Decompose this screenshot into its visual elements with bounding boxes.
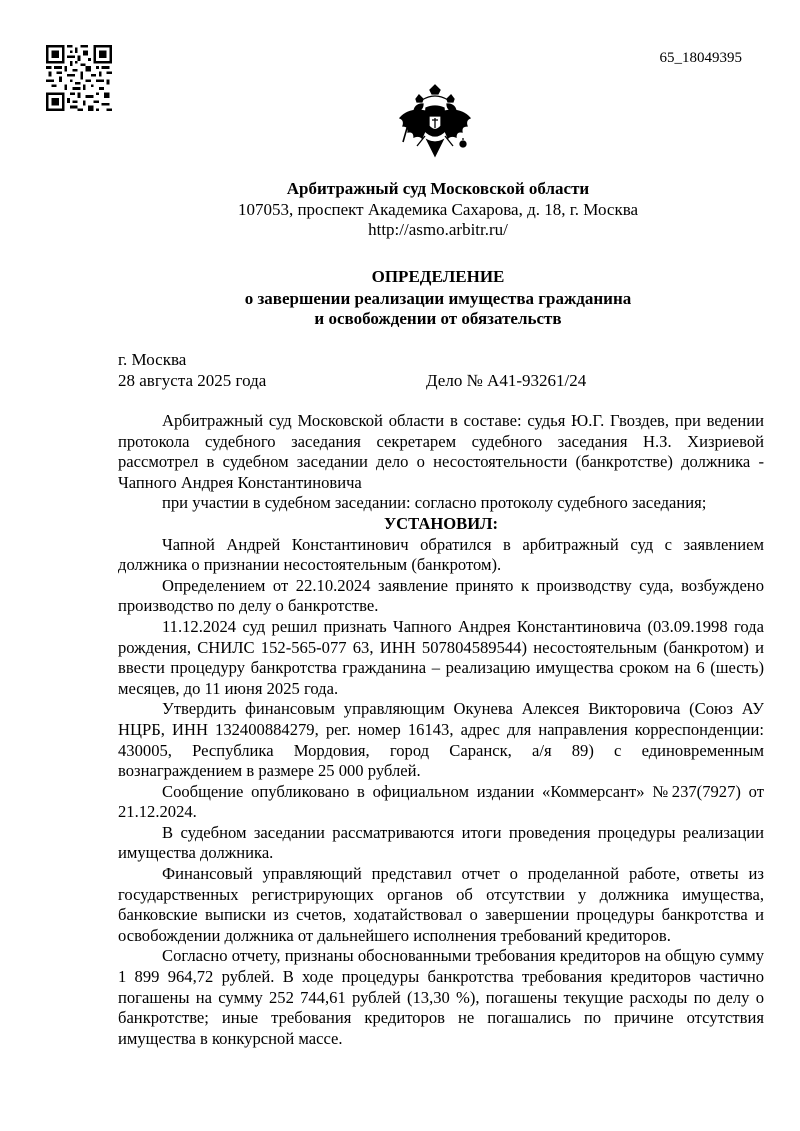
document-number: 65_18049395 — [659, 50, 742, 66]
paragraph-bankruptcy-decision: 11.12.2024 суд решил признать Чапного Андрея Константиновича (03.09.1998 года рождения, СНИЛС 152-565-077 63, ИНН 507804589544) несостоятельным (банкротом) и ввести процедуру банкротства гражданина – реализацию имущества сроком на 6 (шесть) месяцев, до 11 июня 2025 года. — [118, 616, 764, 698]
court-address: 107053, проспект Академика Сахарова, д. 18, г. Москва — [237, 200, 639, 219]
paragraph-acceptance: Определением от 22.10.2024 заявление принято к производству суда, возбуждено производство по делу о банкротстве. — [118, 575, 764, 616]
paragraph-creditor-claims: Согласно отчету, признаны обоснованными требования кредиторов на общую сумму 1 899 964,72 рублей. В ходе процедуры банкротства требования кредиторов частично погашены на сумму 252 744,61 рублей (13,30 %), погашены текущие расходы по делу о банкротстве; иные требования кредиторов не погашались по причине отсутствия имущества в конкурсной массе. — [118, 946, 764, 1048]
paragraph-participation: при участии в судебном заседании: согласно протоколу судебного заседания; — [162, 493, 707, 513]
section-heading-established: УСТАНОВИЛ: — [383, 513, 499, 533]
document-subtitle-line-2: и освобождении от обязательств — [314, 309, 562, 328]
paragraph-application: Чапной Андрей Константинович обратился в арбитражный суд с заявлением должника о признании несостоятельным (банкротом). — [118, 534, 764, 575]
case-number: Дело № А41-93261/24 — [426, 371, 587, 390]
document-title: ОПРЕДЕЛЕНИЕ — [371, 267, 505, 286]
coat-of-arms-icon — [397, 84, 473, 166]
decision-date: 28 августа 2025 года — [118, 371, 267, 390]
paragraph-court-composition: Арбитражный суд Московской области в составе: судья Ю.Г. Гвоздев, при ведении протокола судебного заседания секретарем судебного заседания Н.З. Хизриевой рассмотрел в судебном заседании дело о несостоятельности (банкротстве) должника - Чапного Андрея Константиновича — [118, 411, 764, 492]
paragraph-manager-report: Финансовый управляющий представил отчет о проделанной работе, ответы из государственных регистрирующих органов об отсутствии у должника имущества, банковские выписки из счетов, ходатайствовал о завершении процедуры банкротства и освобождении должника от дальнейшего исполнения требований кредиторов. — [118, 864, 764, 945]
city: г. Москва — [118, 350, 187, 369]
paragraph-hearing-subject: В судебном заседании рассматриваются итоги проведения процедуры реализации имущества должника. — [118, 822, 764, 863]
paragraph-financial-manager: Утвердить финансовым управляющим Окунева Алексея Викторовича (Союз АУ НЦРБ, ИНН 132400884279, рег. номер 16143, адрес для направления корреспонденции: 430005, Республика Мордовия, город Саранск, а/я 89) с единовременным вознаграждением в размере 25 000 рублей. — [118, 699, 764, 781]
qr-code-icon — [46, 45, 112, 111]
court-name: Арбитражный суд Московской области — [286, 179, 590, 198]
document-subtitle-line-1: о завершении реализации имущества гражданина — [244, 289, 632, 308]
court-website-link[interactable]: http://asmo.arbitr.ru/ — [368, 220, 508, 239]
paragraph-publication: Сообщение опубликовано в официальном издании «Коммерсант» №237(7927) от 21.12.2024. — [118, 781, 764, 822]
document-body — [118, 411, 764, 1049]
